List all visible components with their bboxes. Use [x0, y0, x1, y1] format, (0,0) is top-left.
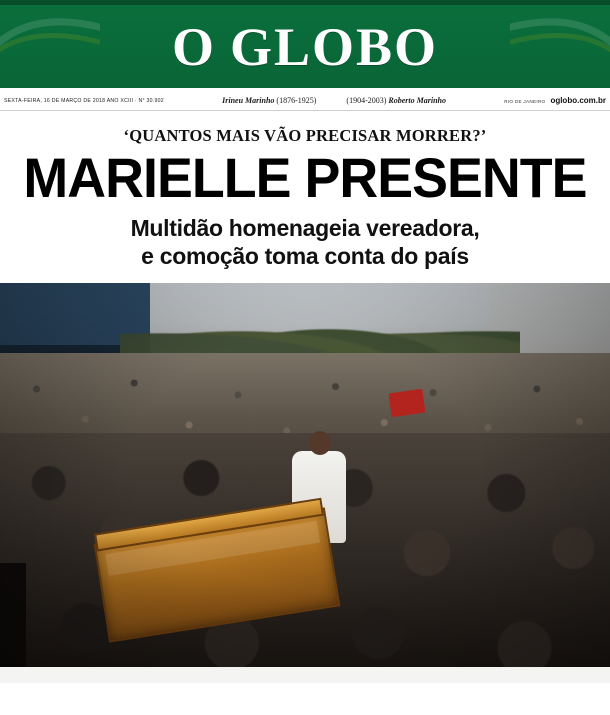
- edition-info-bar: [0, 91, 610, 111]
- founders-line: [164, 96, 504, 105]
- edition-city: RIO DE JANEIRO: [504, 99, 546, 104]
- website-url[interactable]: oglobo.com.br: [550, 96, 606, 105]
- photo-dark-edge: [0, 563, 26, 683]
- founder-name-roberto: Roberto Marinho: [388, 96, 446, 105]
- edition-place-and-site: [504, 96, 606, 105]
- headline-block: [0, 111, 610, 282]
- subhead-line-2: e comoção toma conta do país: [141, 243, 469, 270]
- founder-years-irineu: (1876-1925): [276, 96, 317, 105]
- headline-subhead: [10, 214, 600, 270]
- newspaper-title-word-o: O: [171, 16, 216, 77]
- masthead-title-wrap: [0, 5, 610, 88]
- subhead-line-1: Multidão homenageia vereadora,: [130, 215, 480, 242]
- front-page-photo: [0, 282, 610, 683]
- photo-bottom-margin: [0, 667, 610, 683]
- main-headline: MARIELLE PRESENTE: [23, 146, 587, 210]
- founder-years-roberto: (1904-2003): [346, 96, 387, 105]
- masthead: [0, 0, 610, 91]
- newspaper-title-word-globo: GLOBO: [229, 16, 439, 77]
- headline-kicker: ‘QUANTOS MAIS VÃO PRECISAR MORRER?’: [123, 126, 487, 145]
- founder-name-irineu: Irineu Marinho: [222, 96, 275, 105]
- edition-date-and-number: SEXTA-FEIRA, 16 DE MARÇO DE 2018 ANO XCIII · N° 30.902: [4, 97, 164, 104]
- newspaper-title: [171, 16, 439, 77]
